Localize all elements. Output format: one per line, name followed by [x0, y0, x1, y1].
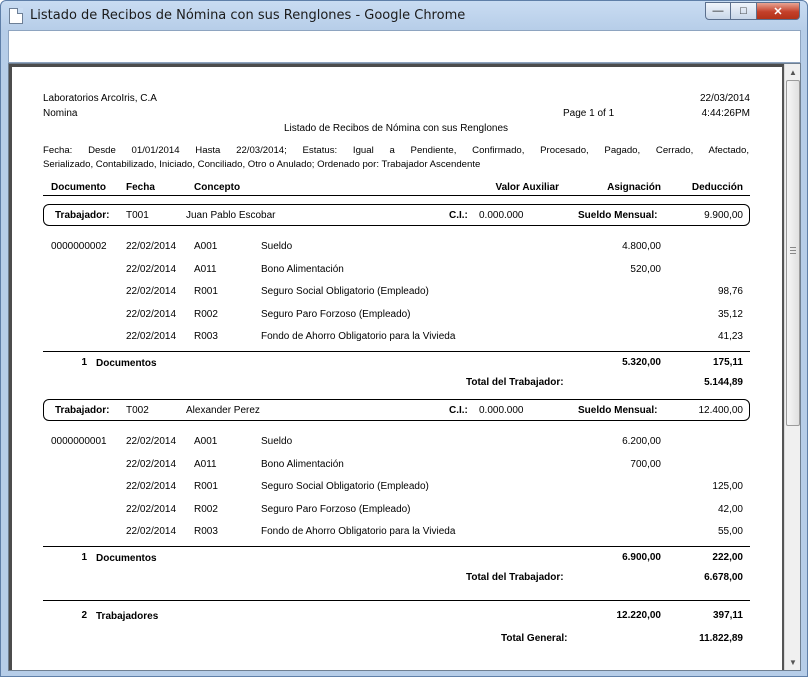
worker-label: Trabajador:: [55, 210, 110, 221]
row-concepto: Seguro Social Obligatorio (Empleado): [261, 481, 429, 493]
window-title: Listado de Recibos de Nómina con sus Renglones - Google Chrome: [30, 8, 466, 23]
row-concepto: Sueldo: [261, 436, 293, 447]
column-header-asignacion: Asignación: [607, 182, 661, 193]
worker-label: Trabajador:: [55, 405, 110, 416]
grand-workers-label: Trabajadores: [96, 611, 159, 622]
document-icon: [9, 8, 23, 24]
column-header-concepto: Concepto: [194, 182, 241, 193]
row-fecha: 22/02/2014: [126, 331, 177, 343]
ci-label: C.I.:: [449, 405, 468, 416]
row-deduccion: 125,00: [712, 481, 743, 493]
worker-ci: 0.000.000: [479, 210, 524, 221]
window-controls: [705, 2, 800, 20]
worker-doc-count: 1: [81, 552, 87, 563]
row-codigo: A001: [194, 241, 218, 252]
column-header-valor-auxiliar: Valor Auxiliar: [495, 182, 559, 193]
worker-code: T001: [126, 210, 149, 221]
row-concepto: Seguro Paro Forzoso (Empleado): [261, 308, 411, 320]
row-fecha: 22/02/2014: [126, 286, 177, 298]
row-codigo: R002: [194, 503, 218, 515]
minimize-button[interactable]: —: [705, 2, 731, 20]
worker-sueldo: 12.400,00: [698, 405, 743, 416]
worker-subtotal-divider: [43, 546, 750, 547]
column-header-documento: Documento: [51, 182, 106, 193]
row-asignacion: 4.800,00: [622, 241, 661, 252]
worker-sueldo: 9.900,00: [704, 210, 743, 221]
column-header-fecha: Fecha: [126, 182, 155, 193]
worker-code: T002: [126, 405, 149, 416]
payroll-report: [9, 64, 801, 670]
row-codigo: R003: [194, 526, 218, 538]
worker-sum-asignacion: 6.900,00: [622, 552, 661, 563]
row-fecha: 22/02/2014: [126, 241, 177, 252]
address-bar-area[interactable]: [8, 30, 801, 63]
worker-ci: 0.000.000: [479, 405, 524, 416]
report-viewer: [8, 63, 801, 671]
report-time: 4:44:26PM: [701, 108, 750, 119]
ci-label: C.I.:: [449, 210, 468, 221]
row-fecha: 22/02/2014: [126, 481, 177, 493]
row-concepto: Seguro Paro Forzoso (Empleado): [261, 503, 411, 515]
grand-sum-deduccion: 397,11: [712, 610, 743, 621]
header-divider: [43, 195, 750, 196]
company-name: Laboratorios ArcoIris, C.A: [43, 93, 157, 104]
grip-icon: [790, 247, 796, 254]
worker-doc-count: 1: [81, 357, 87, 368]
row-codigo: A011: [194, 458, 217, 470]
documents-label: Documentos: [96, 553, 157, 564]
row-fecha: 22/02/2014: [126, 503, 177, 515]
row-deduccion: 41,23: [717, 331, 743, 343]
row-codigo: A001: [194, 436, 218, 447]
column-header-deduccion: Deducción: [691, 182, 743, 193]
row-documento: 0000000002: [51, 241, 107, 252]
sueldo-label: Sueldo Mensual:: [578, 405, 658, 416]
worker-sum-deduccion: 175,11: [712, 357, 743, 368]
scroll-down-icon[interactable]: ▼: [789, 657, 797, 667]
sueldo-label: Sueldo Mensual:: [578, 210, 658, 221]
documents-label: Documentos: [96, 358, 157, 369]
worker-total-value: 5.144,89: [704, 377, 743, 388]
scroll-up-icon[interactable]: ▲: [789, 67, 797, 77]
row-concepto: Seguro Social Obligatorio (Empleado): [261, 286, 429, 298]
row-codigo: A011: [194, 263, 217, 275]
row-fecha: 22/02/2014: [126, 436, 177, 447]
worker-name: Alexander Perez: [186, 405, 260, 416]
scrollbar-thumb[interactable]: [786, 80, 800, 426]
grand-total-value: 11.822,89: [699, 633, 743, 644]
grand-total-label: Total General:: [501, 633, 568, 644]
grand-sum-asignacion: 12.220,00: [616, 610, 661, 621]
grand-total-divider: [43, 600, 750, 601]
worker-total-label: Total del Trabajador:: [466, 572, 564, 583]
row-asignacion: 700,00: [630, 458, 661, 470]
maximize-button[interactable]: □: [731, 2, 757, 20]
row-fecha: 22/02/2014: [126, 458, 177, 470]
filter-line-1: Fecha: Desde 01/01/2014 Hasta 22/03/2014; Estatus: Igual a Pendiente, Confirmado, Procesado, Pagado, Cerrado, Afectado,: [43, 145, 749, 156]
row-asignacion: 520,00: [630, 263, 661, 275]
row-concepto: Bono Alimentación: [261, 458, 344, 470]
row-fecha: 22/02/2014: [126, 526, 177, 538]
close-button[interactable]: ✕: [757, 2, 800, 20]
worker-subtotal-divider: [43, 351, 750, 352]
grand-worker-count: 2: [81, 610, 87, 621]
row-deduccion: 98,76: [717, 286, 743, 298]
module-name: Nomina: [43, 108, 78, 119]
row-concepto: Fondo de Ahorro Obligatorio para la Vivieda: [261, 526, 456, 538]
worker-total-label: Total del Trabajador:: [466, 377, 564, 388]
filter-line-2: Serializado, Contabilizado, Iniciado, Conciliado, Otro o Anulado; Ordenado por: Trabajador Ascendente: [43, 159, 481, 170]
worker-name: Juan Pablo Escobar: [186, 210, 276, 221]
row-deduccion: 35,12: [717, 308, 743, 320]
worker-sum-asignacion: 5.320,00: [622, 357, 661, 368]
row-codigo: R003: [194, 331, 218, 343]
row-deduccion: 55,00: [717, 526, 743, 538]
row-codigo: R001: [194, 286, 218, 298]
report-date: 22/03/2014: [699, 93, 750, 104]
page-indicator: Page 1 of 1: [563, 108, 615, 119]
row-documento: 0000000001: [51, 436, 107, 447]
row-fecha: 22/02/2014: [126, 263, 177, 275]
row-asignacion: 6.200,00: [622, 436, 661, 447]
row-fecha: 22/02/2014: [126, 308, 177, 320]
worker-sum-deduccion: 222,00: [712, 552, 743, 563]
row-deduccion: 42,00: [717, 503, 743, 515]
title-bar[interactable]: [1, 1, 807, 30]
report-title: Listado de Recibos de Nómina con sus Renglones: [284, 123, 509, 134]
row-concepto: Sueldo: [261, 241, 293, 252]
row-codigo: R001: [194, 481, 218, 493]
row-concepto: Fondo de Ahorro Obligatorio para la Vivieda: [261, 331, 456, 343]
row-codigo: R002: [194, 308, 218, 320]
worker-total-value: 6.678,00: [704, 572, 743, 583]
row-concepto: Bono Alimentación: [261, 263, 344, 275]
vertical-scrollbar[interactable]: [784, 64, 800, 670]
